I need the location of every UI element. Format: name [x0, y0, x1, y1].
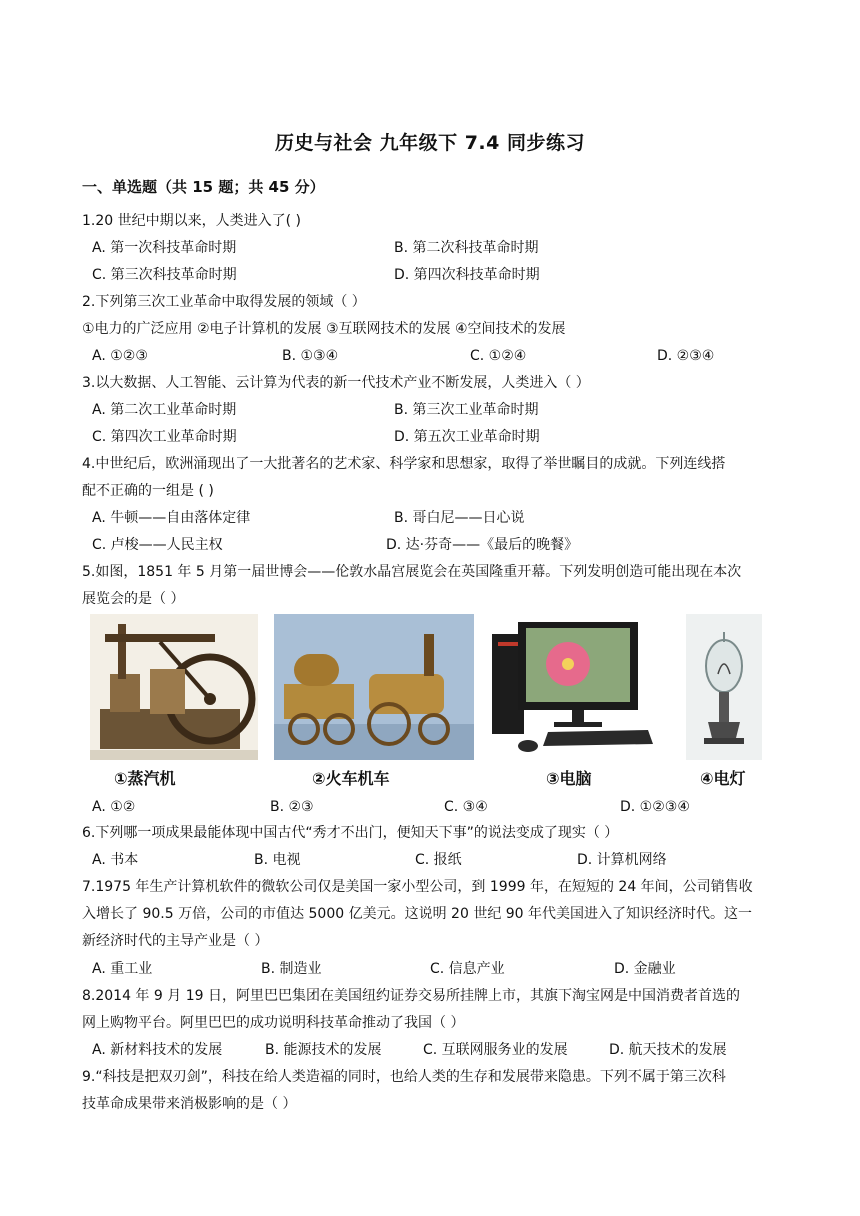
question-6-option-d: D. 计算机网络	[577, 852, 667, 868]
question-7-option-c: C. 信息产业	[430, 961, 505, 977]
question-3-stem: 3.以大数据、人工智能、云计算为代表的新一代技术产业不断发展，人类进入（ ）	[82, 375, 590, 391]
steam-engine-image	[90, 614, 258, 760]
question-3-option-a: A. 第二次工业革命时期	[92, 402, 237, 418]
question-7-stem-cont-1: 入增长了 90.5 万倍，公司的市值达 5000 亿美元。这说明 20 世纪 90 年代美国进入了知识经济时代。这一	[82, 906, 753, 922]
figure-caption-computer: ③电脑	[546, 769, 592, 788]
question-4-stem: 4.中世纪后，欧洲涌现出了一大批著名的艺术家、科学家和思想家，取得了举世瞩目的成就。下列连线搭	[82, 456, 726, 472]
question-4-option-b: B. 哥白尼——日心说	[394, 510, 525, 526]
question-1-option-c: C. 第三次科技革命时期	[92, 267, 237, 283]
question-7-stem-cont-2: 新经济时代的主导产业是（ ）	[82, 933, 269, 949]
electric-lamp-image	[686, 614, 762, 760]
figure-caption-locomotive: ②火车机车	[312, 769, 390, 788]
question-8-option-b: B. 能源技术的发展	[265, 1042, 382, 1058]
question-4-option-a: A. 牛顿——自由落体定律	[92, 510, 251, 526]
question-8-stem-cont: 网上购物平台。阿里巴巴的成功说明科技革命推动了我国（ ）	[82, 1015, 465, 1031]
section-heading: 一、单选题（共 15 题；共 45 分）	[82, 178, 325, 196]
question-8-option-c: C. 互联网服务业的发展	[423, 1042, 568, 1058]
question-8-option-d: D. 航天技术的发展	[609, 1042, 727, 1058]
question-3-option-d: D. 第五次工业革命时期	[394, 429, 540, 445]
question-6-option-a: A. 书本	[92, 852, 139, 868]
question-5-option-c: C. ③④	[444, 799, 488, 815]
question-5-option-a: A. ①②	[92, 799, 136, 815]
question-1-option-b: B. 第二次科技革命时期	[394, 240, 539, 256]
question-1-option-d: D. 第四次科技革命时期	[394, 267, 540, 283]
question-2-option-d: D. ②③④	[657, 348, 715, 364]
question-5-stem: 5.如图，1851 年 5 月第一届世博会——伦敦水晶宫展览会在英国隆重开幕。下列发明创造可能出现在本次	[82, 564, 742, 580]
question-7-option-a: A. 重工业	[92, 961, 153, 977]
question-3-option-c: C. 第四次工业革命时期	[92, 429, 237, 445]
page-title: 历史与社会 九年级下 7.4 同步练习	[274, 132, 585, 154]
question-7-option-d: D. 金融业	[614, 961, 676, 977]
question-2-option-b: B. ①③④	[282, 348, 339, 364]
question-7-option-b: B. 制造业	[261, 961, 322, 977]
question-2-stem: 2.下列第三次工业革命中取得发展的领域（ ）	[82, 294, 366, 310]
figure-caption-steam-engine: ①蒸汽机	[114, 769, 176, 788]
question-4-option-d: D. 达·芬奇——《最后的晚餐》	[386, 537, 579, 553]
question-6-option-c: C. 报纸	[415, 852, 462, 868]
question-6-stem: 6.下列哪一项成果最能体现中国古代“秀才不出门，便知天下事”的说法变成了现实（ ）	[82, 825, 619, 841]
question-5-stem-cont: 展览会的是（ ）	[82, 591, 185, 607]
question-1-option-a: A. 第一次科技革命时期	[92, 240, 237, 256]
question-2-option-a: A. ①②③	[92, 348, 148, 364]
question-5-option-d: D. ①②③④	[620, 799, 690, 815]
question-1-stem: 1.20 世纪中期以来，人类进入了( )	[82, 213, 301, 229]
question-6-option-b: B. 电视	[254, 852, 301, 868]
question-9-stem-cont: 技革命成果带来消极影响的是（ ）	[82, 1096, 297, 1112]
question-9-stem: 9.“科技是把双刃剑”，科技在给人类造福的同时，也给人类的生存和发展带来隐患。下列不属于第三次科	[82, 1069, 726, 1085]
question-2-items: ①电力的广泛应用 ②电子计算机的发展 ③互联网技术的发展 ④空间技术的发展	[82, 321, 566, 337]
question-5-option-b: B. ②③	[270, 799, 314, 815]
figure-caption-lamp: ④电灯	[700, 769, 746, 788]
question-5-figure	[90, 614, 770, 794]
computer-image	[488, 614, 658, 760]
question-7-stem: 7.1975 年生产计算机软件的微软公司仅是美国一家小型公司，到 1999 年，在短短的 24 年间，公司销售收	[82, 879, 753, 895]
locomotive-image	[274, 614, 474, 760]
question-8-stem: 8.2014 年 9 月 19 日，阿里巴巴集团在美国纽约证券交易所挂牌上市，其旗下淘宝网是中国消费者首选的	[82, 988, 740, 1004]
question-4-stem-cont: 配不正确的一组是 ( )	[82, 483, 214, 499]
question-8-option-a: A. 新材料技术的发展	[92, 1042, 223, 1058]
question-2-option-c: C. ①②④	[470, 348, 527, 364]
question-4-option-c: C. 卢梭——人民主权	[92, 537, 223, 553]
question-3-option-b: B. 第三次工业革命时期	[394, 402, 539, 418]
